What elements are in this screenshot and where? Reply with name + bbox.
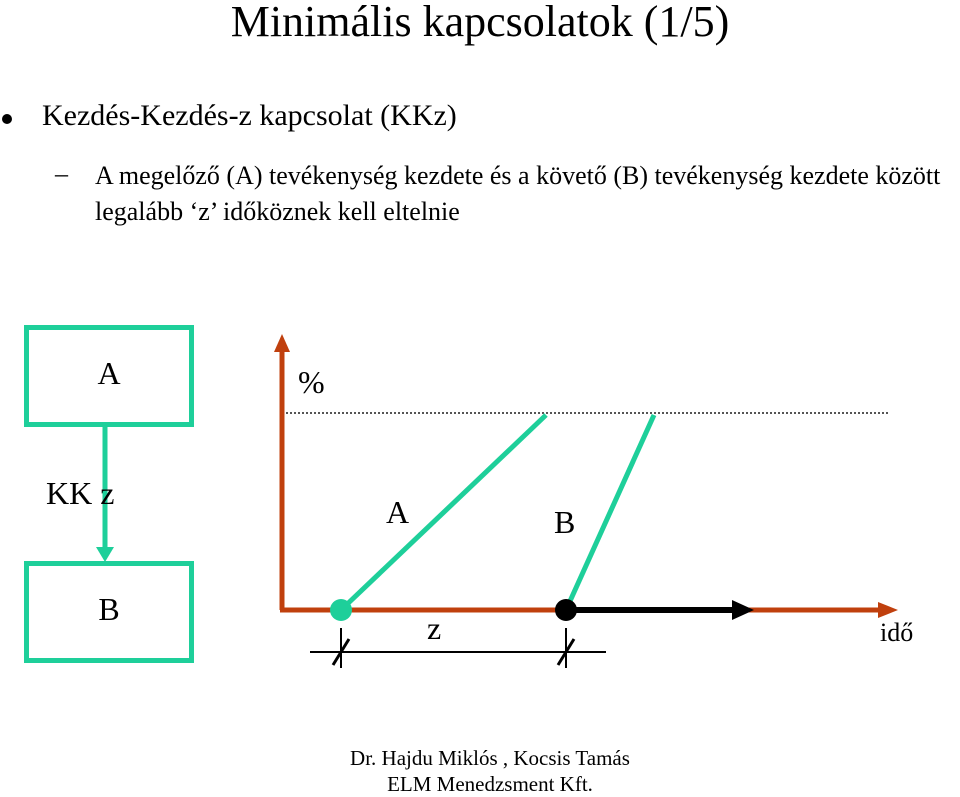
activity-b-box: B: [24, 561, 194, 663]
network-link-arrowhead: [96, 547, 114, 562]
duration-arrowhead: [732, 600, 754, 620]
footer-authors: Dr. Hajdu Miklós , Kocsis Tamás: [350, 746, 630, 770]
slide-title: Minimális kapcsolatok (1/5): [230, 0, 730, 46]
y-axis-label: %: [298, 364, 325, 400]
activity-b-start-point: [555, 599, 577, 621]
gap-label: z: [427, 610, 442, 646]
x-axis-label: idő: [880, 618, 914, 647]
sub-bullet-dash: –: [55, 159, 68, 188]
footer-company: ELM Menedzsment Kft.: [387, 772, 593, 796]
activity-a-label: A: [386, 494, 410, 530]
activity-a-line: [341, 415, 546, 610]
activity-b-line: [566, 415, 654, 610]
y-axis-arrowhead: [274, 334, 290, 352]
activity-a-box: A: [24, 325, 194, 427]
activity-b-label: B: [554, 504, 576, 540]
activity-a-start-point: [330, 599, 352, 621]
footer: [290, 745, 690, 797]
link-label: KK z: [46, 475, 115, 511]
bullet-text: Kezdés-Kezdés-z kapcsolat (KKz): [42, 99, 457, 132]
sub-bullet-text: A megelőző (A) tevékenység kezdete és a követő (B) tevékenység kezdete között legalább ‘z’ időköznek kell eltelnie: [95, 161, 941, 226]
